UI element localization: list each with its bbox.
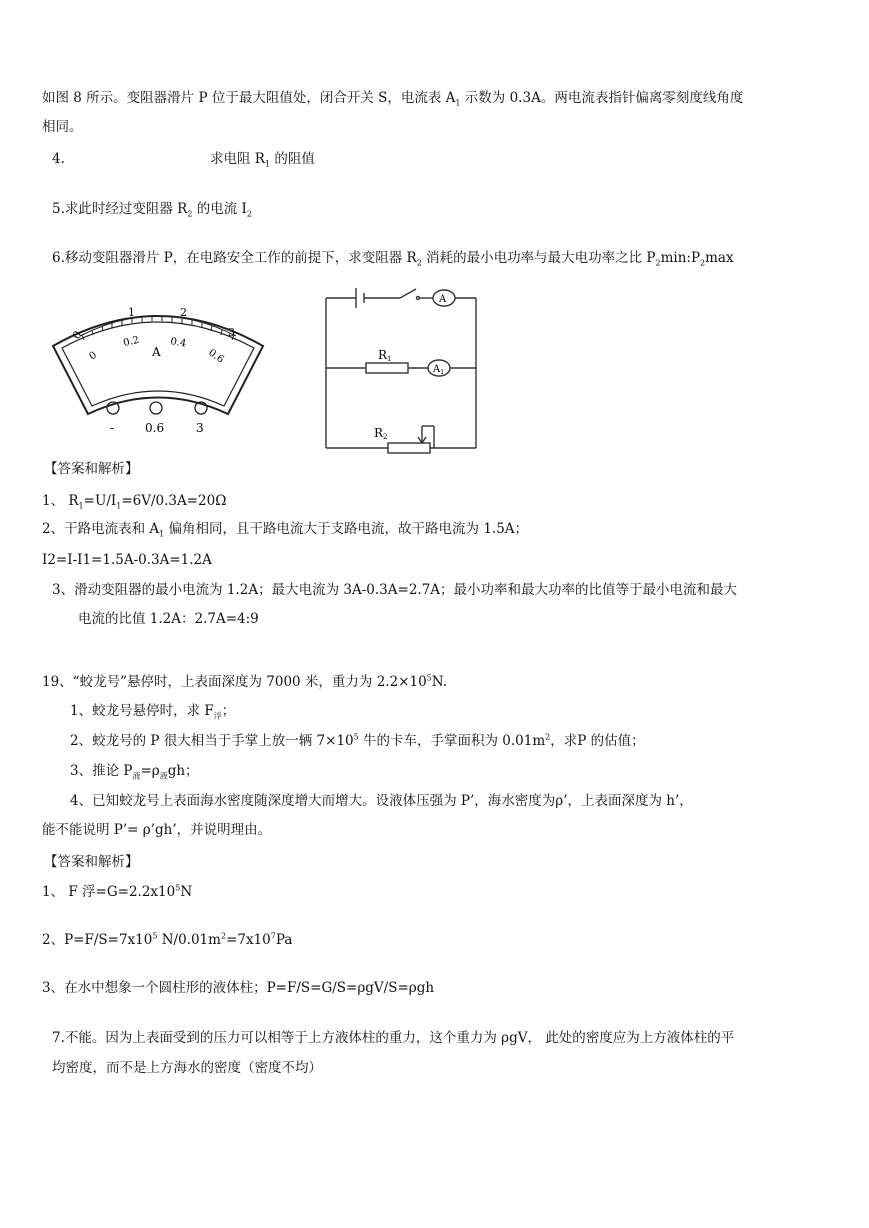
ans19-a2: 2、$P=F/S=7x10^5$ $N/0.01m^2=7x10^7Pa$ — [42, 931, 293, 948]
ans18-a1: 1、 $R_1=U/I_1=6V/0.3A=20\Omega$ — [42, 493, 227, 511]
q4-number: 4. — [52, 151, 65, 167]
q19-s4-line2: 能不能说明 P’= ρ’gh’，并说明理由。 — [42, 822, 272, 838]
q4-text: 求电阻 $R_1$ 的阻值 — [210, 151, 315, 169]
terminal-label-0.6: 0.6 — [145, 421, 165, 435]
q18-intro-line2: 相同。 — [42, 119, 83, 135]
r2-label: R2 — [374, 426, 388, 441]
meter-scale-arc — [80, 316, 236, 336]
q19-title: 19、“蛟龙号”悬停时，上表面深度为 7000 米，重力为 $2.2\times 10^5N$. — [42, 673, 448, 690]
q6-text: 6.移动变阻器滑片 P，在电路安全工作的前提下，求变阻器 $R_2$ 消耗的最小电功率与最大电功率之比 $P_2\min:P_2\max$ — [52, 250, 734, 268]
r1-label: R1 — [378, 348, 392, 363]
ans18-heading: 【答案和解析】 — [44, 461, 139, 477]
ans19-a1: 1、 F 浮$=G=2.2x10^5N$ — [42, 883, 193, 900]
meter-top-label-2: 2 — [180, 306, 187, 319]
meter-top-label-3: 3 — [228, 326, 235, 339]
ans19-a3: 3、在水中想象一个圆柱形的液体柱；P=F/S=G/S=ρgV/S=ρgh — [42, 980, 435, 996]
q5-text: 5.求此时经过变阻器 $R_2$ 的电流 $I_2$ — [52, 201, 252, 219]
q18-intro-line1: 如图 8 所示。变阻器滑片 P 位于最大阻值处，闭合开关 S，电流表 $A_1$ 示数为 0.3A。两电流表指针偏离零刻度线角度 — [42, 90, 744, 108]
meter-bottom-label-2: 0.4 — [169, 336, 188, 350]
meter-unit: A — [152, 345, 161, 359]
ans18-a3-line2: 电流的比值 1.2A：2.7A=4:9 — [78, 611, 259, 627]
ans18-a2: 2、干路电流表和 $A_1$ 偏角相同，且干路电流大于支路电流，故干路电流为 1.5A； — [42, 521, 529, 539]
meter-bottom-label-1: 0.2 — [122, 334, 141, 349]
ammeter-a1-label: $A_1$ — [433, 364, 445, 376]
circuit-diagram — [320, 282, 490, 454]
meter-bottom-label-0: 0 — [87, 349, 99, 363]
meter-bottom-label-3: 0.6 — [206, 347, 226, 366]
q19-s2: 2、蛟龙号的 P 很大相当于手掌上放一辆 $7\times 10^5$ 牛的卡车，手掌面积为 $0.01m^2$，求P 的估值； — [70, 732, 645, 749]
meter-terminals — [107, 402, 207, 414]
meter-ticks — [82, 316, 234, 340]
resistor-r1 — [366, 363, 408, 373]
ans18-a3-line1: 3、滑动变阻器的最小电流为 1.2A；最大电流为 3A-0.3A=2.7A；最小功率和最大功率的比值等于最小电流和最大 — [52, 582, 738, 598]
q19-s1: 1、蛟龙号悬停时，求 $F_浮$； — [70, 703, 236, 721]
ammeter-main-label: A — [439, 294, 447, 305]
rheostat-r2 — [388, 443, 430, 453]
meter-top-label-0: 0 — [69, 328, 85, 342]
meter-top-label-1: 1 — [128, 306, 135, 319]
terminal-label-negative: - — [110, 421, 115, 435]
q19-s4-line1: 4、已知蛟龙号上表面海水密度随深度增大而增大。设液体压强为 P’，海水密度为ρ’，上表面深度为 h’， — [70, 793, 693, 809]
ans19-a4-line1: 7.不能。因为上表面受到的压力可以相等于上方液体柱的重力，这个重力为 ρgV， 此处的密度应为上方液体柱的平 — [52, 1030, 735, 1046]
ans19-heading: 【答案和解析】 — [44, 854, 139, 870]
ammeter-dial-figure — [48, 296, 268, 436]
terminal-label-3: 3 — [196, 421, 204, 435]
q19-s3: 3、推论 $P_液=\rho_液gh$； — [70, 763, 199, 781]
terminal-0.6 — [150, 402, 162, 414]
switch-blade — [400, 289, 416, 298]
ans19-a4-line2: 均密度，而不是上方海水的密度（密度不均） — [52, 1060, 322, 1076]
ans18-a2-line2: I2=I-I1=1.5A-0.3A=1.2A — [42, 552, 212, 568]
